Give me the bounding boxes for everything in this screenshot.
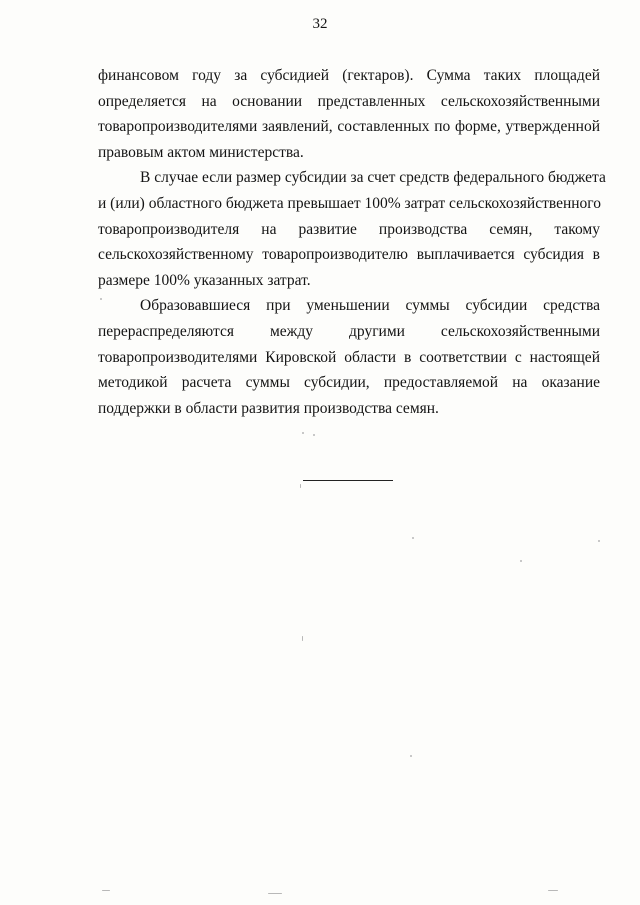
- text-line: товаропроизводителя на развитие производства семян, такому: [98, 220, 600, 238]
- text-line: перераспределяются между другими сельскохозяйственными: [98, 322, 600, 340]
- text-line: финансовом году за субсидией (гектаров). Сумма таких площадей: [98, 67, 600, 84]
- scan-speck: [268, 893, 282, 894]
- scan-speck: [410, 755, 412, 757]
- paragraph: [98, 293, 600, 421]
- text-line: и (или) областного бюджета превышает 100% затрат сельскохозяйственного: [98, 194, 602, 212]
- scan-speck: [100, 298, 102, 300]
- text-line: размере 100% указанных затрат.: [98, 271, 311, 289]
- scan-speck: [548, 890, 558, 891]
- text-line: правовым актом министерства.: [98, 143, 304, 161]
- scan-speck: [598, 540, 600, 542]
- text-line: товаропроизводителями заявлений, составленных по форме, утвержденной: [98, 118, 600, 136]
- text-line: методикой расчета суммы субсидии, предоставляемой на оказание: [98, 374, 600, 392]
- text-line: Образовавшиеся при уменьшении суммы субсидии средства: [140, 297, 600, 315]
- scan-speck: [302, 432, 304, 434]
- document-body: [98, 63, 606, 421]
- text-line: товаропроизводителями Кировской области в соответствии с настоящей: [98, 348, 600, 366]
- scan-speck: [412, 537, 414, 539]
- paragraph: [98, 165, 606, 293]
- text-line: поддержки в области развития производства семян.: [98, 399, 439, 417]
- scan-speck: [520, 560, 522, 562]
- text-line: определяется на основании представленных сельскохозяйственными: [98, 92, 600, 110]
- scan-speck: [302, 636, 303, 641]
- paragraph: [98, 63, 600, 165]
- scan-speck: [313, 434, 315, 436]
- closing-rule: [303, 480, 393, 481]
- scan-speck: [102, 890, 110, 891]
- page-number: 32: [312, 16, 328, 32]
- text-line: В случае если размер субсидии за счет средств федерального бюджета: [140, 169, 606, 187]
- text-line: сельскохозяйственному товаропроизводителю выплачивается субсидия в: [98, 246, 600, 264]
- scan-speck: [300, 484, 301, 488]
